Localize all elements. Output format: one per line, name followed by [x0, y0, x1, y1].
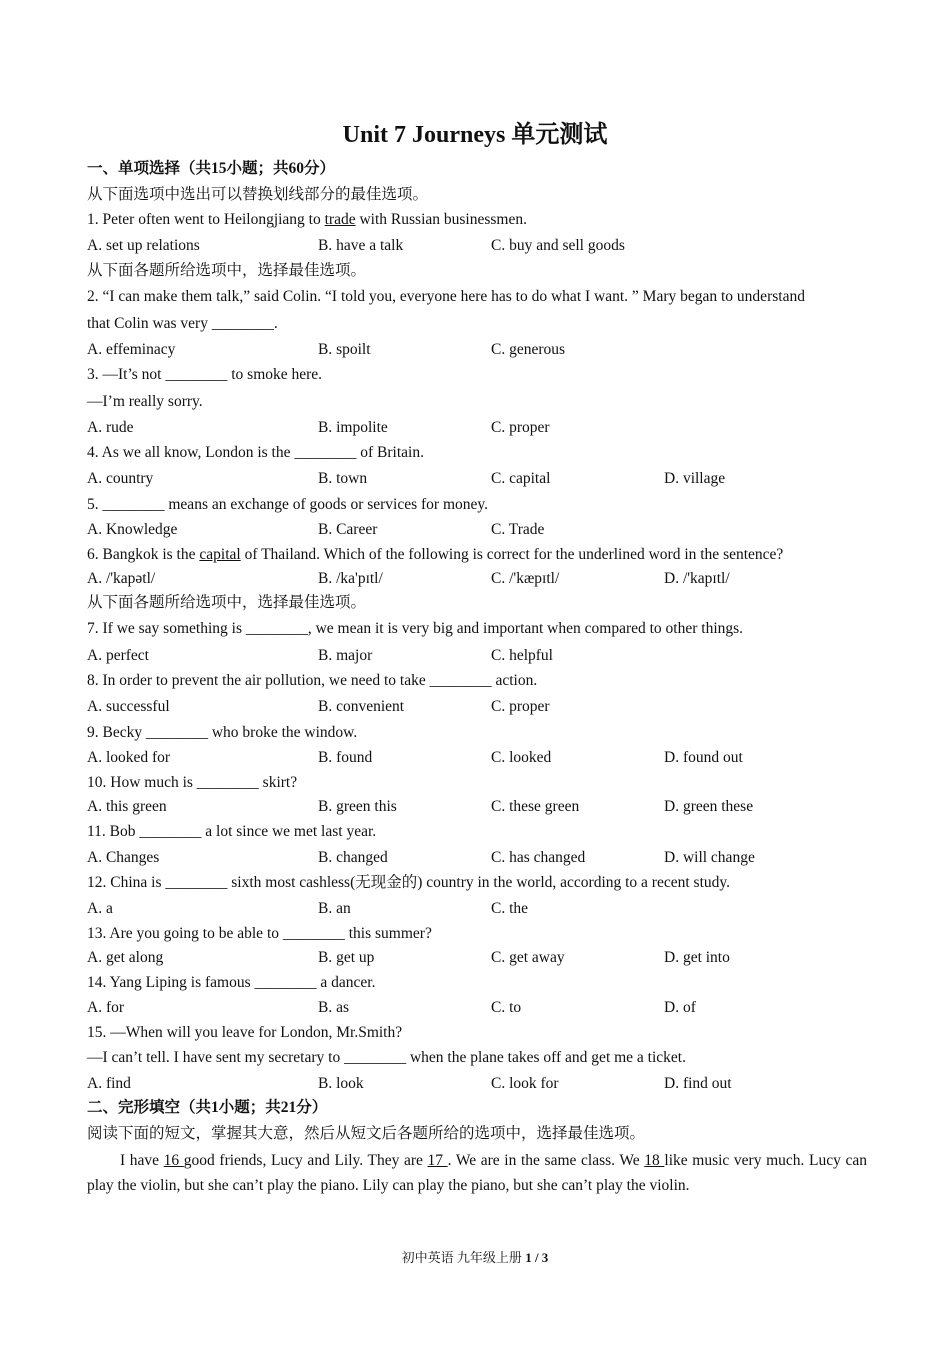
option-c: C. helpful: [491, 646, 553, 664]
passage-text: like music very much. Lucy can play the violin, but she can’t play the piano. Lily can play the piano, but she can’t play the violin.: [87, 1152, 867, 1195]
option-c: C. has changed: [491, 848, 586, 866]
option-b: B. impolite: [318, 418, 388, 436]
option-d: D. found out: [664, 749, 743, 767]
option-a: A. looked for: [87, 749, 171, 767]
question-15: 15. —When will you leave for London, Mr.Smith?: [87, 1023, 403, 1041]
options-9: [87, 745, 867, 771]
options-3: [87, 415, 867, 441]
option-b: B. found: [318, 749, 373, 767]
options-8: [87, 694, 867, 720]
option-a: A. successful: [87, 697, 170, 715]
option-a: A. Knowledge: [87, 521, 178, 539]
option-a: A. set up relations: [87, 236, 200, 254]
options-15: [87, 1071, 867, 1097]
option-c: C. /'kæpɪtl/: [491, 569, 560, 587]
option-b: B. as: [318, 999, 349, 1017]
question-12: 12. China is ________ sixth most cashless(无现金的) country in the world, according to a recent study.: [87, 874, 731, 892]
option-c: C. proper: [491, 697, 550, 715]
option-b: B. look: [318, 1074, 364, 1092]
option-b: B. convenient: [318, 697, 405, 715]
section-heading: 二、完形填空（共1小题；共21分）: [87, 1099, 328, 1117]
question-15-cont: —I can’t tell. I have sent my secretary to ________ when the plane takes off and get me a ticket.: [87, 1048, 686, 1066]
cloze-passage: [87, 1148, 867, 1198]
question-3-cont: —I’m really sorry.: [87, 392, 203, 410]
option-d: D. get into: [664, 948, 730, 966]
options-4: [87, 466, 867, 492]
section-heading: 一、单项选择（共15小题；共60分）: [87, 160, 336, 177]
instruction: 从下面各题所给选项中，选择最佳选项。: [87, 593, 367, 611]
question-text: with Russian businessmen.: [355, 211, 527, 229]
option-c: C. looked: [491, 749, 552, 767]
option-c: C. get away: [491, 948, 565, 966]
options-10: [87, 794, 867, 820]
option-a: A. rude: [87, 418, 134, 436]
instruction: 阅读下面的短文，掌握其大意，然后从短文后各题所给的选项中，选择最佳选项。: [87, 1125, 646, 1143]
option-c: C. to: [491, 999, 522, 1017]
options-6: [87, 567, 867, 591]
option-b: B. major: [318, 646, 373, 664]
question-2-cont: that Colin was very ________.: [87, 314, 278, 332]
question-14: 14. Yang Liping is famous ________ a dancer.: [87, 973, 376, 991]
options-13: [87, 946, 867, 970]
question-9: 9. Becky ________ who broke the window.: [87, 723, 358, 741]
page-footer: [0, 1247, 950, 1266]
options-7: [87, 643, 867, 669]
option-a: A. Changes: [87, 848, 160, 866]
options-14: [87, 995, 867, 1021]
option-b: B. /ka'pɪtl/: [318, 569, 383, 587]
question-3: 3. —It’s not ________ to smoke here.: [87, 366, 323, 384]
option-a: A. a: [87, 900, 113, 918]
option-a: A. effeminacy: [87, 340, 176, 358]
underlined-word: capital: [199, 545, 241, 563]
blank-16: 16: [163, 1152, 184, 1170]
option-c: C. capital: [491, 469, 551, 487]
instruction: 从下面选项中选出可以替换划线部分的最佳选项。: [87, 185, 429, 203]
option-d: D. will change: [664, 848, 755, 866]
question-4: 4. As we all know, London is the ________ of Britain.: [87, 444, 424, 462]
option-d: D. of: [664, 999, 696, 1017]
options-1: [87, 233, 867, 259]
question-8: 8. In order to prevent the air pollution, we need to take ________ action.: [87, 672, 538, 690]
options-5: [87, 517, 867, 543]
underlined-word: trade: [324, 211, 356, 229]
passage-text: good friends, Lucy and Lily. They are: [183, 1152, 428, 1170]
option-c: C. proper: [491, 418, 550, 436]
option-b: B. an: [318, 900, 351, 918]
option-a: A. get along: [87, 948, 164, 966]
option-b: B. Career: [318, 521, 378, 539]
document-title: Unit 7 Journeys 单元测试: [342, 122, 608, 148]
question-6: [87, 543, 867, 567]
question-text: 6. Bangkok is the: [87, 545, 200, 563]
option-a: A. /'kapətl/: [87, 569, 156, 587]
blank-18: 18: [644, 1152, 665, 1170]
option-a: A. country: [87, 469, 154, 487]
question-text: of Thailand. Which of the following is correct for the underlined word in the sentence?: [240, 545, 784, 563]
options-11: [87, 845, 867, 871]
question-1: [87, 207, 867, 233]
question-7: 7. If we say something is ________, we mean it is very big and important when compared to other things.: [87, 619, 744, 637]
option-a: A. find: [87, 1074, 131, 1092]
document-content: [87, 156, 867, 1198]
option-a: A. for: [87, 999, 125, 1017]
option-c: C. these green: [491, 797, 580, 815]
option-c: C. buy and sell goods: [491, 236, 625, 254]
passage-text: I have: [120, 1152, 164, 1170]
option-b: B. have a talk: [318, 236, 404, 254]
option-b: B. spoilt: [318, 340, 371, 358]
question-11: 11. Bob ________ a lot since we met last year.: [87, 823, 377, 841]
page-number: 1 / 3: [525, 1250, 549, 1265]
option-d: D. village: [664, 469, 726, 487]
question-10: 10. How much is ________ skirt?: [87, 773, 298, 791]
option-d: D. green these: [664, 797, 754, 815]
option-c: C. generous: [491, 340, 566, 358]
option-c: C. Trade: [491, 521, 545, 539]
instruction: 从下面各题所给选项中，选择最佳选项。: [87, 262, 367, 280]
options-2: [87, 337, 867, 363]
option-b: B. town: [318, 469, 368, 487]
blank-17: 17: [427, 1152, 448, 1170]
option-d: D. /'kapɪtl/: [664, 569, 730, 587]
option-c: C. the: [491, 900, 529, 918]
question-text: 1. Peter often went to Heilongjiang to: [87, 211, 325, 229]
option-a: A. perfect: [87, 646, 149, 664]
option-d: D. find out: [664, 1074, 732, 1092]
question-5: 5. ________ means an exchange of goods or services for money.: [87, 495, 489, 513]
option-b: B. green this: [318, 797, 397, 815]
options-12: [87, 896, 867, 922]
question-13: 13. Are you going to be able to ________ this summer?: [87, 924, 432, 942]
option-b: B. changed: [318, 848, 388, 866]
option-a: A. this green: [87, 797, 167, 815]
option-c: C. look for: [491, 1074, 559, 1092]
footer-label: 初中英语 九年级上册: [401, 1250, 526, 1265]
option-b: B. get up: [318, 948, 375, 966]
question-2: 2. “I can make them talk,” said Colin. “I told you, everyone here has to do what I want. ” Mary began to understand: [87, 287, 805, 305]
passage-text: . We are in the same class. We: [447, 1152, 645, 1170]
